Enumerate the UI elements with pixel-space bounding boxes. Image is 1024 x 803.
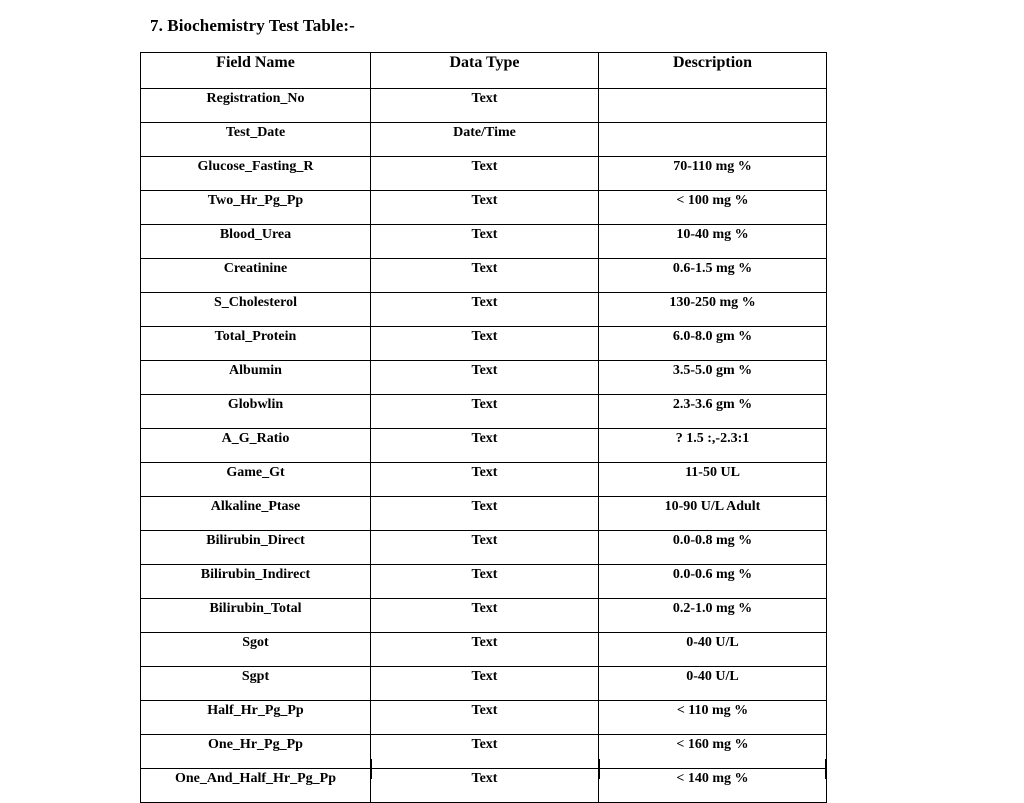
column-divider <box>371 759 372 779</box>
table-continuation <box>140 759 826 779</box>
column-header-field-name: Field Name <box>141 53 371 89</box>
cell-description: 6.0-8.0 gm % <box>599 327 827 361</box>
table-header-row <box>141 53 827 89</box>
table-row <box>141 123 827 157</box>
cell-field-name: One_Hr_Pg_Pp <box>141 735 371 769</box>
table-row <box>141 361 827 395</box>
table-row <box>141 633 827 667</box>
table-row <box>141 327 827 361</box>
cell-field-name: Two_Hr_Pg_Pp <box>141 191 371 225</box>
cell-description: 2.3-3.6 gm % <box>599 395 827 429</box>
cell-description: 10-40 mg % <box>599 225 827 259</box>
table-row <box>141 89 827 123</box>
cell-field-name: Game_Gt <box>141 463 371 497</box>
cell-description: < 140 mg % <box>599 769 827 803</box>
cell-data-type: Text <box>371 361 599 395</box>
table-row <box>141 191 827 225</box>
cell-data-type: Text <box>371 225 599 259</box>
biochemistry-test-table <box>140 52 827 803</box>
cell-field-name: Creatinine <box>141 259 371 293</box>
cell-data-type: Text <box>371 429 599 463</box>
cell-description: < 100 mg % <box>599 191 827 225</box>
table-row <box>141 429 827 463</box>
cell-description: 0-40 U/L <box>599 667 827 701</box>
table-body <box>141 89 827 803</box>
cell-data-type: Text <box>371 293 599 327</box>
cell-data-type: Text <box>371 191 599 225</box>
table-row <box>141 395 827 429</box>
cell-data-type: Text <box>371 565 599 599</box>
cell-field-name: Bilirubin_Direct <box>141 531 371 565</box>
cell-description: 0.6-1.5 mg % <box>599 259 827 293</box>
cell-field-name: Albumin <box>141 361 371 395</box>
cell-field-name: Alkaline_Ptase <box>141 497 371 531</box>
cell-field-name: Total_Protein <box>141 327 371 361</box>
cell-description: 11-50 UL <box>599 463 827 497</box>
table-row <box>141 463 827 497</box>
cell-field-name: Half_Hr_Pg_Pp <box>141 701 371 735</box>
cell-description: 0-40 U/L <box>599 633 827 667</box>
table-row <box>141 157 827 191</box>
cell-field-name: Glucose_Fasting_R <box>141 157 371 191</box>
cell-field-name: A_G_Ratio <box>141 429 371 463</box>
cell-data-type: Text <box>371 327 599 361</box>
cell-description: 70-110 mg % <box>599 157 827 191</box>
column-header-description: Description <box>599 53 827 89</box>
cell-field-name: Globwlin <box>141 395 371 429</box>
column-divider <box>599 759 600 779</box>
cell-data-type: Date/Time <box>371 123 599 157</box>
cell-description: < 160 mg % <box>599 735 827 769</box>
cell-field-name: One_And_Half_Hr_Pg_Pp <box>141 769 371 803</box>
section-heading: 7. Biochemistry Test Table:- <box>150 16 355 35</box>
table-row <box>141 225 827 259</box>
cell-field-name: Sgpt <box>141 667 371 701</box>
table-row <box>141 599 827 633</box>
table-row <box>141 565 827 599</box>
cell-description: 0.0-0.8 mg % <box>599 531 827 565</box>
cell-field-name: S_Cholesterol <box>141 293 371 327</box>
table-row <box>141 259 827 293</box>
cell-field-name: Blood_Urea <box>141 225 371 259</box>
cell-data-type: Text <box>371 769 599 803</box>
cell-data-type: Text <box>371 701 599 735</box>
cell-data-type: Text <box>371 463 599 497</box>
cell-data-type: Text <box>371 735 599 769</box>
cell-field-name: Test_Date <box>141 123 371 157</box>
cell-description: 130-250 mg % <box>599 293 827 327</box>
cell-data-type: Text <box>371 395 599 429</box>
cell-description: 0.2-1.0 mg % <box>599 599 827 633</box>
cell-data-type: Text <box>371 259 599 293</box>
table-row <box>141 531 827 565</box>
cell-data-type: Text <box>371 531 599 565</box>
cell-description: < 110 mg % <box>599 701 827 735</box>
cell-data-type: Text <box>371 497 599 531</box>
cell-description: 3.5-5.0 gm % <box>599 361 827 395</box>
column-header-data-type: Data Type <box>371 53 599 89</box>
cell-field-name: Registration_No <box>141 89 371 123</box>
cell-field-name: Sgot <box>141 633 371 667</box>
cell-field-name: Bilirubin_Indirect <box>141 565 371 599</box>
cell-data-type: Text <box>371 667 599 701</box>
cell-description <box>599 123 827 157</box>
cell-description: ? 1.5 :,-2.3:1 <box>599 429 827 463</box>
cell-description: 0.0-0.6 mg % <box>599 565 827 599</box>
cell-data-type: Text <box>371 599 599 633</box>
cell-field-name: Bilirubin_Total <box>141 599 371 633</box>
table-row <box>141 293 827 327</box>
table-row <box>141 497 827 531</box>
cell-description: 10-90 U/L Adult <box>599 497 827 531</box>
table-row <box>141 701 827 735</box>
cell-description <box>599 89 827 123</box>
cell-data-type: Text <box>371 157 599 191</box>
cell-data-type: Text <box>371 633 599 667</box>
table-row <box>141 667 827 701</box>
cell-data-type: Text <box>371 89 599 123</box>
